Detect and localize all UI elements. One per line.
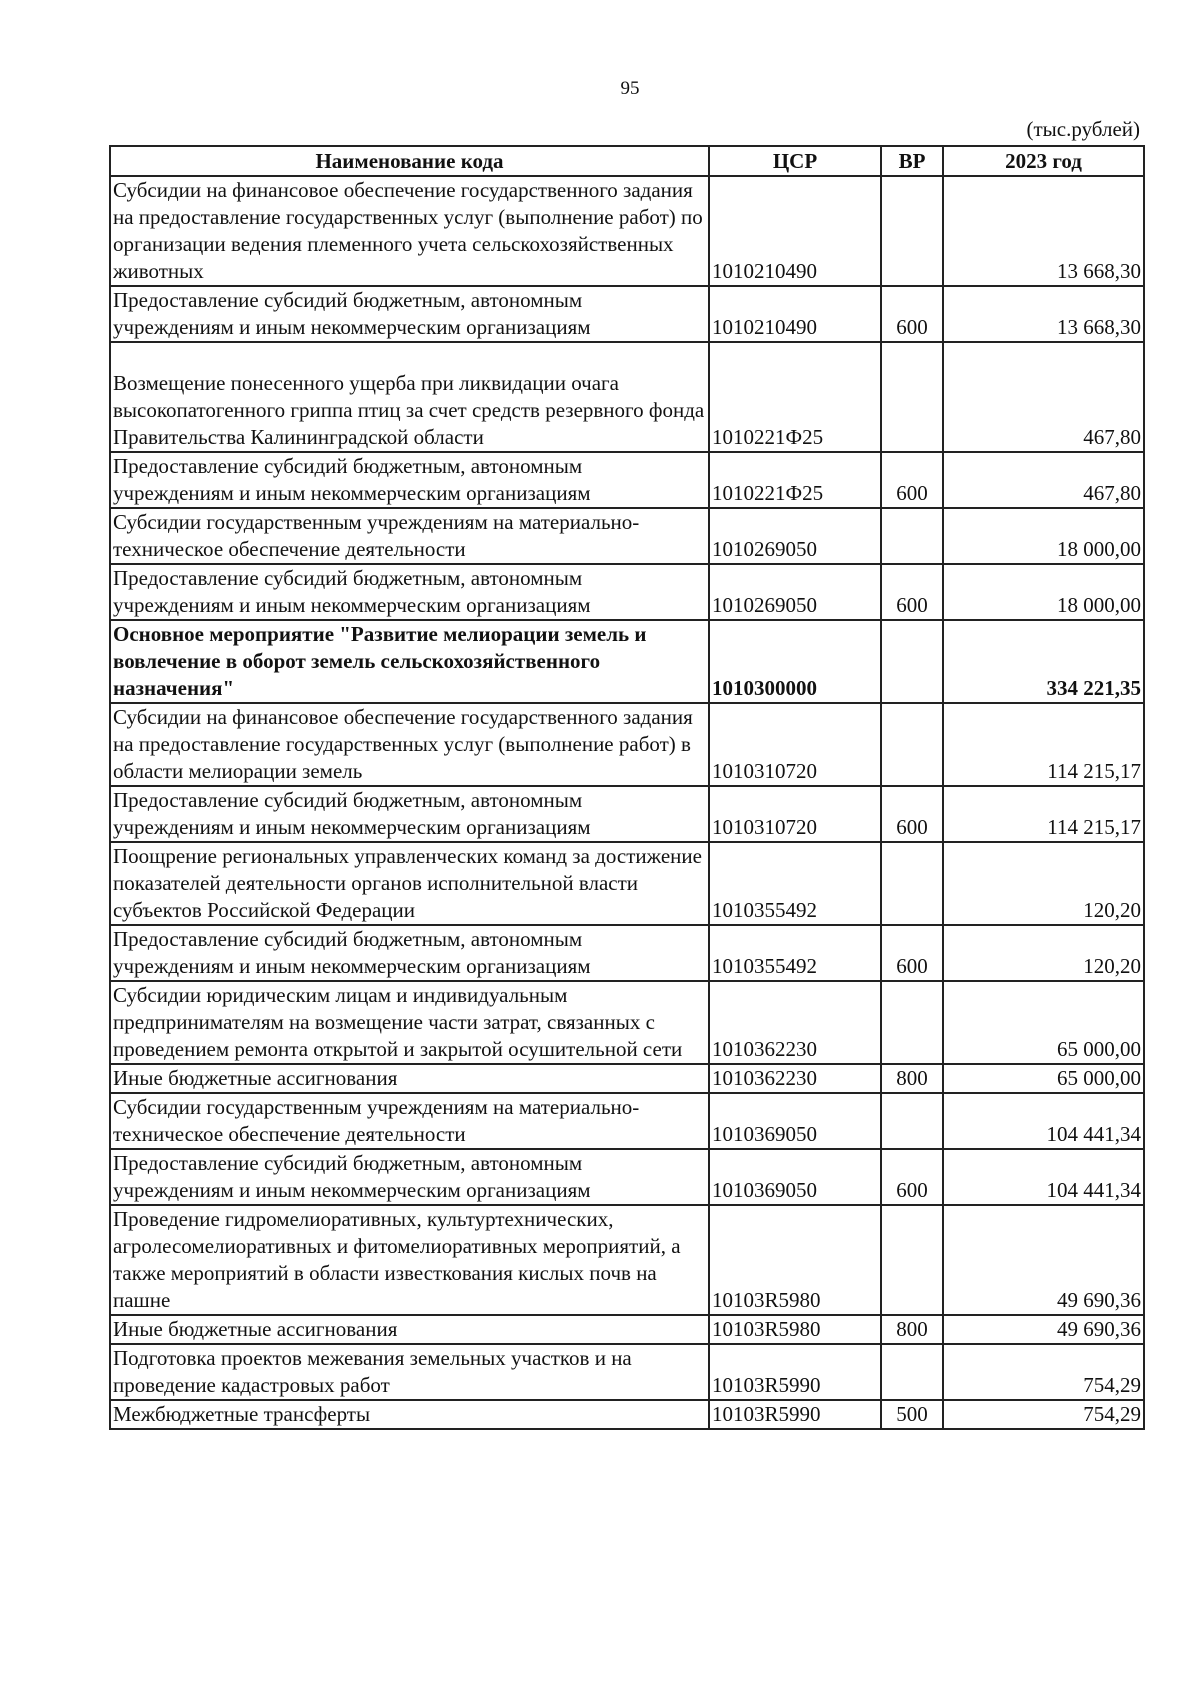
- row-csr: 1010310720: [709, 786, 881, 842]
- row-sum: 49 690,36: [943, 1205, 1144, 1315]
- row-sum: 13 668,30: [943, 286, 1144, 342]
- row-sum: 120,20: [943, 925, 1144, 981]
- row-name: Предоставление субсидий бюджетным, автономным учреждениям и иным некоммерческим организациям: [110, 1149, 709, 1205]
- row-name: Субсидии юридическим лицам и индивидуальным предпринимателям на возмещение части затрат, связанных с проведением ремонта открытой и закрытой осушительной сети: [110, 981, 709, 1064]
- table-row: [110, 452, 1144, 508]
- row-vr: [881, 1093, 943, 1149]
- table-row: [110, 1400, 1144, 1429]
- row-vr: [881, 1205, 943, 1315]
- table-row: [110, 342, 1144, 452]
- row-csr: 1010269050: [709, 564, 881, 620]
- row-name: Возмещение понесенного ущерба при ликвидации очага высокопатогенного гриппа птиц за счет средств резервного фонда Правительства Калининградской области: [110, 342, 709, 452]
- table-row: [110, 925, 1144, 981]
- units-label: (тыс.рублей): [1026, 117, 1140, 141]
- row-vr: [881, 342, 943, 452]
- row-vr: [881, 176, 943, 286]
- page-number: 95: [620, 78, 640, 99]
- row-csr: 10103R5990: [709, 1344, 881, 1400]
- header-csr: ЦСР: [709, 146, 881, 176]
- row-name: Основное мероприятие "Развитие мелиорации земель и вовлечение в оборот земель сельскохозяйственного назначения": [110, 620, 709, 703]
- row-vr: 800: [881, 1064, 943, 1093]
- row-vr: [881, 1344, 943, 1400]
- row-vr: 600: [881, 564, 943, 620]
- row-name: Иные бюджетные ассигнования: [110, 1064, 709, 1093]
- table-row: [110, 1064, 1144, 1093]
- table-row: [110, 1093, 1144, 1149]
- table-row: [110, 508, 1144, 564]
- row-name: Предоставление субсидий бюджетным, автономным учреждениям и иным некоммерческим организациям: [110, 452, 709, 508]
- row-name: Субсидии государственным учреждениям на материально-техническое обеспечение деятельности: [110, 508, 709, 564]
- row-csr: 1010369050: [709, 1093, 881, 1149]
- row-sum: 49 690,36: [943, 1315, 1144, 1344]
- row-vr: 600: [881, 1149, 943, 1205]
- row-vr: 500: [881, 1400, 943, 1429]
- row-csr: 1010355492: [709, 925, 881, 981]
- row-name: Подготовка проектов межевания земельных участков и на проведение кадастровых работ: [110, 1344, 709, 1400]
- table-row: [110, 564, 1144, 620]
- row-sum: 754,29: [943, 1400, 1144, 1429]
- row-csr: 1010210490: [709, 286, 881, 342]
- row-vr: [881, 508, 943, 564]
- row-name: Предоставление субсидий бюджетным, автономным учреждениям и иным некоммерческим организациям: [110, 564, 709, 620]
- row-vr: 600: [881, 786, 943, 842]
- row-sum: 13 668,30: [943, 176, 1144, 286]
- row-sum: 467,80: [943, 342, 1144, 452]
- row-sum: 65 000,00: [943, 1064, 1144, 1093]
- row-csr: 1010362230: [709, 1064, 881, 1093]
- row-sum: 334 221,35: [943, 620, 1144, 703]
- row-name: Межбюджетные трансферты: [110, 1400, 709, 1429]
- row-name: Предоставление субсидий бюджетным, автономным учреждениям и иным некоммерческим организациям: [110, 925, 709, 981]
- row-sum: 467,80: [943, 452, 1144, 508]
- row-name: Субсидии на финансовое обеспечение государственного задания на предоставление государственных услуг (выполнение работ) по организации ведения племенного учета сельскохозяйственных животных: [110, 176, 709, 286]
- table-row: [110, 703, 1144, 786]
- row-name: Иные бюджетные ассигнования: [110, 1315, 709, 1344]
- row-csr: 1010355492: [709, 842, 881, 925]
- row-csr: 1010300000: [709, 620, 881, 703]
- row-vr: 600: [881, 286, 943, 342]
- row-sum: 104 441,34: [943, 1093, 1144, 1149]
- table-row: [110, 786, 1144, 842]
- table-header-row: [110, 146, 1144, 176]
- row-vr: [881, 842, 943, 925]
- row-name: Субсидии государственным учреждениям на материально-техническое обеспечение деятельности: [110, 1093, 709, 1149]
- row-vr: 600: [881, 925, 943, 981]
- row-vr: [881, 620, 943, 703]
- table-row: [110, 286, 1144, 342]
- row-sum: 65 000,00: [943, 981, 1144, 1064]
- row-name: Проведение гидромелиоративных, культуртехнических, агролесомелиоративных и фитомелиоративных мероприятий, а также мероприятий в области известкования кислых почв на пашне: [110, 1205, 709, 1315]
- row-csr: 1010221Ф25: [709, 452, 881, 508]
- row-sum: 754,29: [943, 1344, 1144, 1400]
- row-csr: 1010362230: [709, 981, 881, 1064]
- table-row: [110, 981, 1144, 1064]
- row-name: Поощрение региональных управленческих команд за достижение показателей деятельности органов исполнительной власти субъектов Российской Федерации: [110, 842, 709, 925]
- table-row: [110, 842, 1144, 925]
- table-row: [110, 1149, 1144, 1205]
- row-vr: [881, 981, 943, 1064]
- row-csr: 10103R5980: [709, 1315, 881, 1344]
- row-csr: 1010369050: [709, 1149, 881, 1205]
- row-csr: 1010269050: [709, 508, 881, 564]
- table-row: [110, 1315, 1144, 1344]
- row-csr: 1010310720: [709, 703, 881, 786]
- row-vr: 600: [881, 452, 943, 508]
- row-csr: 1010210490: [709, 176, 881, 286]
- row-sum: 104 441,34: [943, 1149, 1144, 1205]
- table-row-main-activity: [110, 620, 1144, 703]
- row-vr: [881, 703, 943, 786]
- row-sum: 114 215,17: [943, 703, 1144, 786]
- row-csr: 10103R5980: [709, 1205, 881, 1315]
- budget-table: [109, 145, 1145, 1430]
- header-name: Наименование кода: [110, 146, 709, 176]
- header-vr: ВР: [881, 146, 943, 176]
- row-sum: 114 215,17: [943, 786, 1144, 842]
- row-name: Предоставление субсидий бюджетным, автономным учреждениям и иным некоммерческим организациям: [110, 786, 709, 842]
- row-sum: 18 000,00: [943, 564, 1144, 620]
- table-row: [110, 1344, 1144, 1400]
- row-csr: 10103R5990: [709, 1400, 881, 1429]
- row-name: Субсидии на финансовое обеспечение государственного задания на предоставление государственных услуг (выполнение работ) в области мелиорации земель: [110, 703, 709, 786]
- header-sum: 2023 год: [943, 146, 1144, 176]
- table-row: [110, 176, 1144, 286]
- table-row: [110, 1205, 1144, 1315]
- row-sum: 120,20: [943, 842, 1144, 925]
- row-name: Предоставление субсидий бюджетным, автономным учреждениям и иным некоммерческим организациям: [110, 286, 709, 342]
- row-csr: 1010221Ф25: [709, 342, 881, 452]
- row-vr: 800: [881, 1315, 943, 1344]
- row-sum: 18 000,00: [943, 508, 1144, 564]
